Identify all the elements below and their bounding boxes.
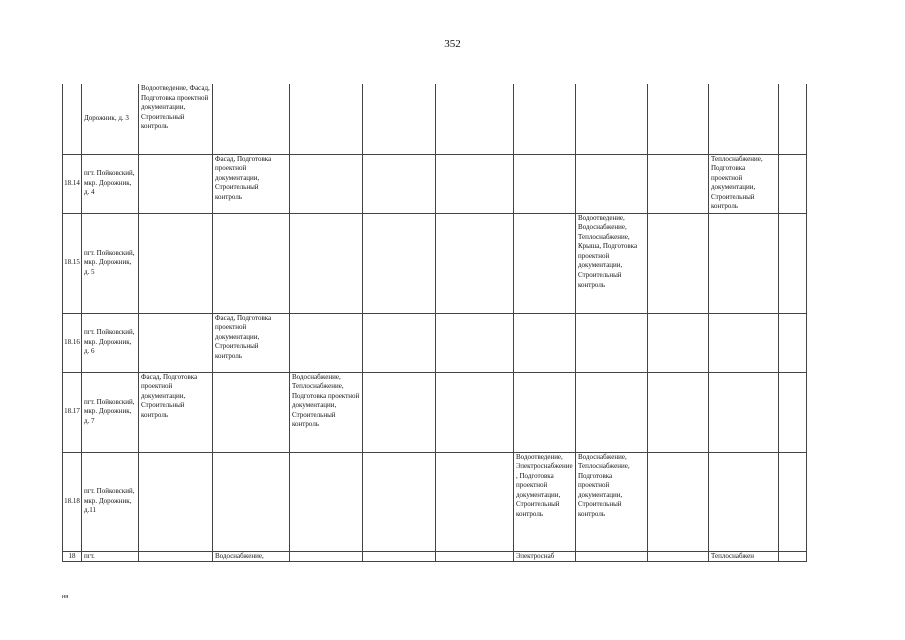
work-cell: Теплоснабжен [709,551,779,562]
work-cell [139,452,213,551]
work-cell [363,313,436,372]
work-cell [514,372,576,452]
work-cell [514,213,576,313]
work-cell [436,313,514,372]
table-row [63,213,807,313]
work-cell [436,154,514,213]
work-cell [290,213,363,313]
work-cell [709,213,779,313]
work-cell: Фасад, Подготовка проектной документации, Строительный контроль [213,154,290,213]
table-row [63,452,807,551]
address-cell: пгт. [82,551,139,562]
work-cell [139,154,213,213]
work-cell [213,452,290,551]
address-cell: пгт. Пойковский, мкр. Дорожник, д. 4 [82,154,139,213]
work-cell [779,213,807,313]
row-number: 18.14 [63,154,82,213]
work-cell [648,372,709,452]
work-cell [576,551,648,562]
work-cell [576,154,648,213]
address-cell: пгт. Пойковский, мкр. Дорожник, д. 6 [82,313,139,372]
row-number: 18 [63,551,82,562]
work-cell [576,313,648,372]
work-cell [648,452,709,551]
row-number [63,84,82,154]
work-cell [514,84,576,154]
address-cell: пгт. Пойковский, мкр. Дорожник, д. 7 [82,372,139,452]
row-number: 18.15 [63,213,82,313]
work-cell: Водоотведение, Водоснабжение, Теплоснабжение, Крыша, Подготовка проектной документации, Строительный контроль [576,213,648,313]
row-number: 18.18 [63,452,82,551]
work-cell [514,154,576,213]
work-cell: Водоснабжение, [213,551,290,562]
work-cell [709,313,779,372]
work-cell [709,452,779,551]
work-cell [648,84,709,154]
work-cell: Фасад, Подготовка проектной документации, Строительный контроль [139,372,213,452]
work-cell [139,313,213,372]
work-cell [779,372,807,452]
document-table [62,84,807,562]
work-cell [779,313,807,372]
work-cell [576,84,648,154]
work-cell: Водоотведение, Электроснабжение, Подготовка проектной документации, Строительный контроль [514,452,576,551]
work-cell [779,84,807,154]
work-cell [290,313,363,372]
work-cell [363,551,436,562]
work-cell: Водоснабжение, Теплоснабжение, Подготовка проектной документации, Строительный контроль [290,372,363,452]
work-cell [363,84,436,154]
work-cell [436,213,514,313]
work-cell [290,154,363,213]
work-cell: Электроснаб [514,551,576,562]
work-cell [363,154,436,213]
table-row [63,154,807,213]
work-cell [290,551,363,562]
row-number: 18.16 [63,313,82,372]
work-cell [779,452,807,551]
work-cell [779,154,807,213]
table-row [63,551,807,562]
table-row [63,372,807,452]
work-cell [139,551,213,562]
work-cell [213,84,290,154]
work-cell [514,313,576,372]
work-cell [436,84,514,154]
address-cell: пгт. Пойковский, мкр. Дорожник, д.11 [82,452,139,551]
footer-mark: нн [62,594,69,600]
work-cell [709,372,779,452]
work-cell [576,372,648,452]
work-cell [139,213,213,313]
work-cell [363,372,436,452]
work-cell [779,551,807,562]
work-cell [290,84,363,154]
work-cell [436,452,514,551]
work-cell: Водоснабжение, Теплоснабжение, Подготовка проектной документации, Строительный контроль [576,452,648,551]
work-cell [213,372,290,452]
address-cell: Дорожник, д. 3 [82,84,139,154]
address-cell: пгт. Пойковский, мкр. Дорожник, д. 5 [82,213,139,313]
work-cell [648,551,709,562]
work-cell [363,452,436,551]
work-cell [648,154,709,213]
work-cell: Фасад, Подготовка проектной документации, Строительный контроль [213,313,290,372]
table-row [63,313,807,372]
row-number: 18.17 [63,372,82,452]
work-cell [290,452,363,551]
table-row [63,84,807,154]
work-cell [436,372,514,452]
work-cell [648,313,709,372]
work-cell: Теплоснабжение, Подготовка проектной документации, Строительный контроль [709,154,779,213]
work-cell [213,213,290,313]
page-number: 352 [444,38,461,50]
work-cell: Водоотведение, Фасад, Подготовка проектной документации, Строительный контроль [139,84,213,154]
work-cell [436,551,514,562]
work-cell [709,84,779,154]
work-cell [363,213,436,313]
work-cell [648,213,709,313]
